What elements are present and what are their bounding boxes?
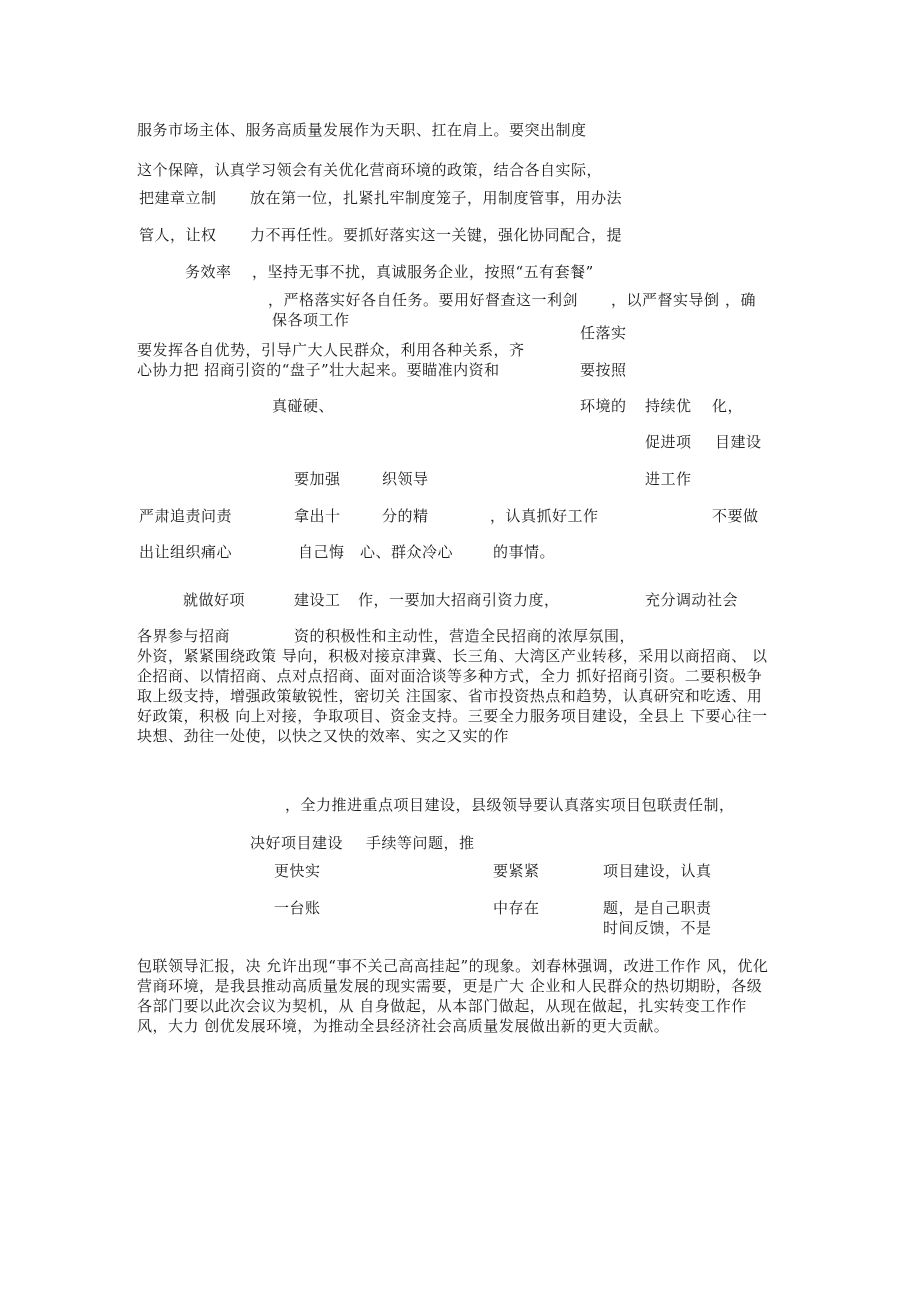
text-fragment: 拿出十 — [294, 507, 341, 525]
text-line: 服务市场主体、服务高质量发展作为天职、扛在肩上。要突出制度 — [137, 121, 587, 139]
text-fragment: 化， — [712, 397, 744, 415]
text-fragment: 织领导 — [382, 470, 429, 488]
text-fragment: 时间反馈，不是 — [603, 919, 712, 937]
text-fragment: 促进项 — [645, 433, 692, 451]
text-fragment: 更快实 — [274, 862, 321, 880]
text-line: 心协力把 招商引资的“盘子”壮大起来。要瞄准内资和 — [137, 361, 500, 379]
text-fragment: ，坚持无事不扰，真诚服务企业，按照“五有套餐” — [252, 263, 594, 281]
text-fragment: 作，一要加大招商引资力度， — [358, 591, 560, 609]
text-fragment: 保各项工作 — [272, 311, 350, 329]
text-fragment: 持续优 — [645, 397, 692, 415]
text-fragment: 各界参与招商 — [137, 627, 231, 645]
text-fragment: 充分调动社会 — [645, 591, 739, 609]
text-fragment: 手续等问题，推 — [366, 834, 475, 852]
text-fragment: 就做好项 — [183, 591, 246, 609]
text-fragment: 项目建设，认真 — [603, 862, 712, 880]
text-fragment: 出让组织痛心 — [139, 543, 233, 561]
text-fragment: 资的积极性和主动性，营造全民招商的浓厚氛围， — [294, 627, 636, 645]
text-fragment: ，认真抓好工作 — [490, 507, 599, 525]
text-fragment: 任落实 — [580, 324, 627, 342]
text-fragment: 决好项目建设 — [250, 834, 344, 852]
text-fragment: 力不再任性。要抓好落实这一关键，强化协同配合，提 — [250, 226, 623, 244]
text-fragment: 目建设 — [715, 433, 762, 451]
text-fragment: 建设工 — [294, 591, 341, 609]
text-line: 这个保障，认真学习领会有关优化营商环境的政策，结合各自实际， — [137, 161, 603, 179]
text-fragment: 严肃追责问责 — [139, 507, 233, 525]
text-fragment: ，以严督实导倒 — [611, 291, 720, 309]
text-fragment: ，严格落实好各自任务。要用好督查这一利剑 — [268, 291, 579, 309]
text-fragment: 要紧紧 — [493, 862, 540, 880]
text-fragment: 一台账 — [274, 899, 321, 917]
text-fragment: 把建章立制 — [139, 189, 217, 207]
text-fragment: 真碰硬、 — [272, 397, 335, 415]
text-line: 要发挥各自优势，引导广大人民群众，利用各种关系，齐 — [137, 341, 525, 359]
text-fragment: 要按照 — [580, 361, 627, 379]
text-fragment: 题，是自己职责 — [603, 899, 712, 917]
text-fragment: 放在第一位，扎紧扎牢制度笼子，用制度管事，用办法 — [250, 189, 623, 207]
text-fragment: 环境的 — [580, 397, 627, 415]
text-fragment: 中存在 — [493, 899, 540, 917]
text-line: ，全力推进重点项目建设，县级领导要认真落实项目包联责任制， — [285, 796, 735, 814]
text-fragment: 不要做 — [712, 507, 759, 525]
text-fragment: 自己悔 — [298, 543, 345, 561]
text-fragment: 分的精 — [382, 507, 429, 525]
text-fragment: 管人，让权 — [139, 226, 217, 244]
text-fragment: ，确 — [725, 291, 757, 309]
body-paragraph: 包联领导汇报，决 允许出现“事不关己高高挂起”的现象。刘春林强调，改进工作作 风，优化营商环境，是我县推动高质量发展的现实需要，更是广大 企业和人民群众的热切期盼，各级各部门要以此次会议为契机，从 自身做起，从本部门做起，从现在做起，扎实转变工作作风，大力 创优发展环境，为推动全县经济社会高质量发展做出新的更大贡献。 — [137, 957, 769, 1035]
text-fragment: 要加强 — [294, 470, 341, 488]
body-paragraph: 外资，紧紧围绕政策 导向，积极对接京津冀、长三角、大湾区产业转移，采用以商招商、 以企招商、以情招商、点对点招商、面对面洽谈等多种方式，全力 抓好招商引资。二要积极争取上级支持，增强政策敏锐性，密切关 注国家、省市投资热点和趋势，认真研究和吃透、用好政策，积极 向上对接，争取项目、资金支持。三要全力服务项目建设，全县上 下要心往一块想、劲往一处使，以快之又快的效率、实之又实的作 — [137, 647, 768, 745]
text-fragment: 的事情。 — [493, 543, 556, 561]
text-fragment: 务效率 — [185, 263, 232, 281]
text-fragment: 心、群众冷心 — [360, 543, 454, 561]
text-fragment: 进工作 — [645, 470, 692, 488]
